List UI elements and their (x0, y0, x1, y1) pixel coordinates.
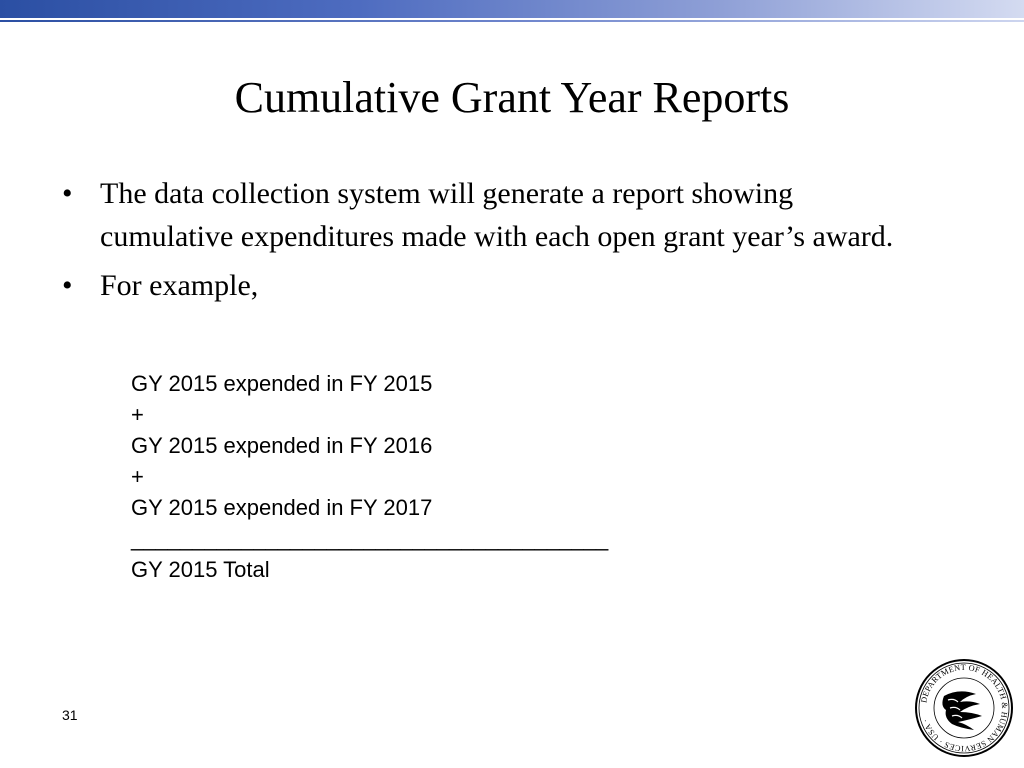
bullet-list (60, 172, 920, 313)
example-line: GY 2015 expended in FY 2015 (131, 371, 433, 396)
hhs-seal-icon (914, 658, 1014, 758)
header-gradient-bar (0, 0, 1024, 18)
plus-sign: + (131, 464, 144, 489)
bullet-item (60, 172, 920, 258)
example-line: GY 2015 expended in FY 2017 (131, 495, 433, 520)
header-rule (0, 20, 1024, 22)
plus-sign: + (131, 402, 144, 427)
total-line: GY 2015 Total (131, 557, 270, 582)
seal-text: DEPARTMENT OF HEALTH & HUMAN SERVICES · USA · (919, 662, 1010, 754)
bullet-text: The data collection system will generate a report showing cumulative expenditures made with each open grant year’s award. (100, 177, 894, 253)
bullet-symbol: • (62, 269, 73, 302)
example-calculation (131, 368, 651, 585)
slide-title: Cumulative Grant Year Reports (234, 73, 790, 122)
example-line: GY 2015 expended in FY 2016 (131, 433, 433, 458)
sum-underline: _______________________________________ (131, 526, 609, 551)
page-number: 31 (62, 707, 78, 723)
bullet-symbol: • (62, 177, 73, 210)
bullet-text: For example, (100, 269, 259, 302)
bullet-item (60, 264, 920, 307)
